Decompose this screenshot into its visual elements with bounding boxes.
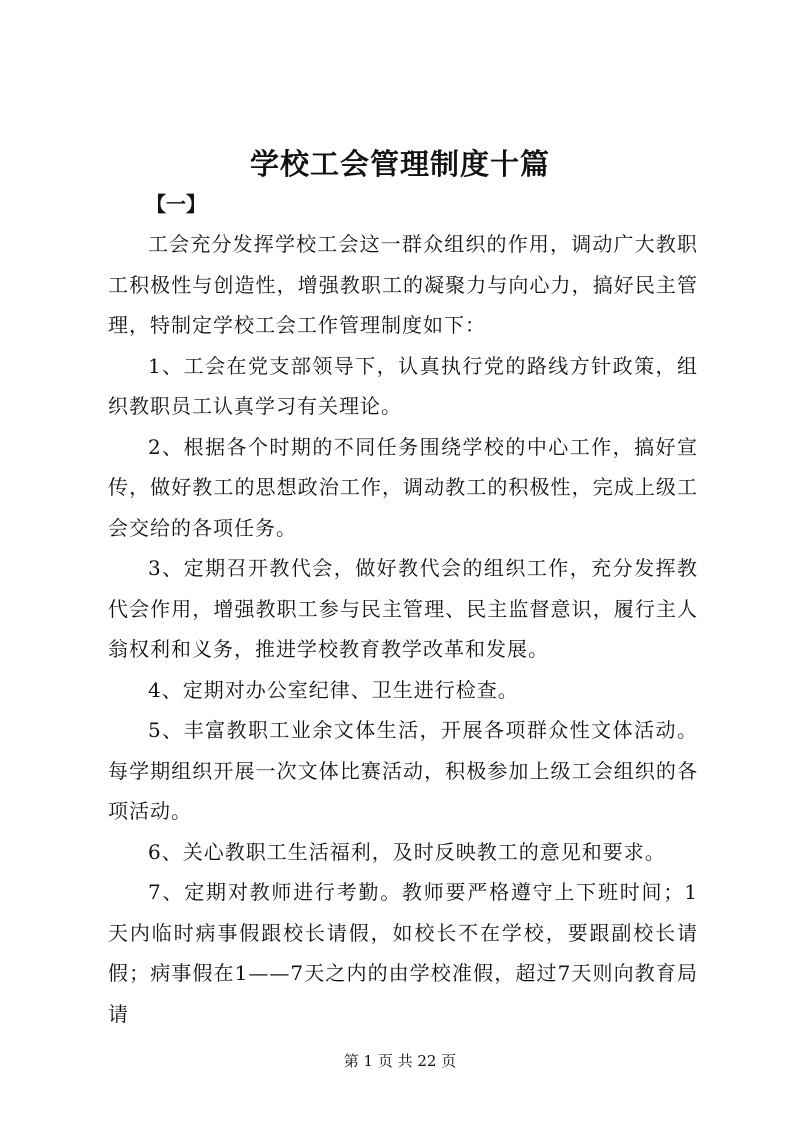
paragraph-item-4: 4、定期对办公室纪律、卫生进行检查。 (148, 677, 519, 702)
page-total: 共 22 页 (397, 1052, 457, 1070)
paragraph-item-1: 1、工会在党支部领导下，认真执行党的路线方针政策，组织教职员工认真学习有关理论。 (108, 353, 698, 418)
section-label: 【一】 (146, 192, 206, 216)
document-body (108, 224, 698, 1034)
page-number: 第 1 页 (343, 1052, 393, 1070)
paragraph-item-5: 5、丰富教职工业余文体生活，开展各项群众性文体活动。每学期组织开展一次文体比赛活动，积极参加上级工会组织的各项活动。 (108, 718, 698, 823)
document-title: 学校工会管理制度十篇 (249, 147, 550, 181)
page-footer (0, 1049, 800, 1073)
paragraph-item-3: 3、定期召开教代会，做好教代会的组织工作，充分发挥教代会作用，增强教职工参与民主管理、民主监督意识，履行主人翁权利和义务，推进学校教育教学改革和发展。 (108, 556, 698, 661)
paragraph-item-7: 7、定期对教师进行考勤。教师要严格遵守上下班时间；1天内临时病事假跟校长请假，如校长不在学校，要跟副校长请假；病事假在1——7天之内的由学校准假，超过7天则向教育局请 (108, 880, 698, 1026)
paragraph-item-2: 2、根据各个时期的不同任务围绕学校的中心工作，搞好宣传，做好教工的思想政治工作，调动教工的积极性，完成上级工会交给的各项任务。 (108, 434, 698, 540)
paragraph-intro: 工会充分发挥学校工会这一群众组织的作用，调动广大教职工积极性与创造性，增强教职工的凝聚力与向心力，搞好民主管理，特制定学校工会工作管理制度如下： (108, 232, 698, 337)
paragraph-item-6: 6、关心教职工生活福利，及时反映教工的意见和要求。 (148, 839, 666, 864)
